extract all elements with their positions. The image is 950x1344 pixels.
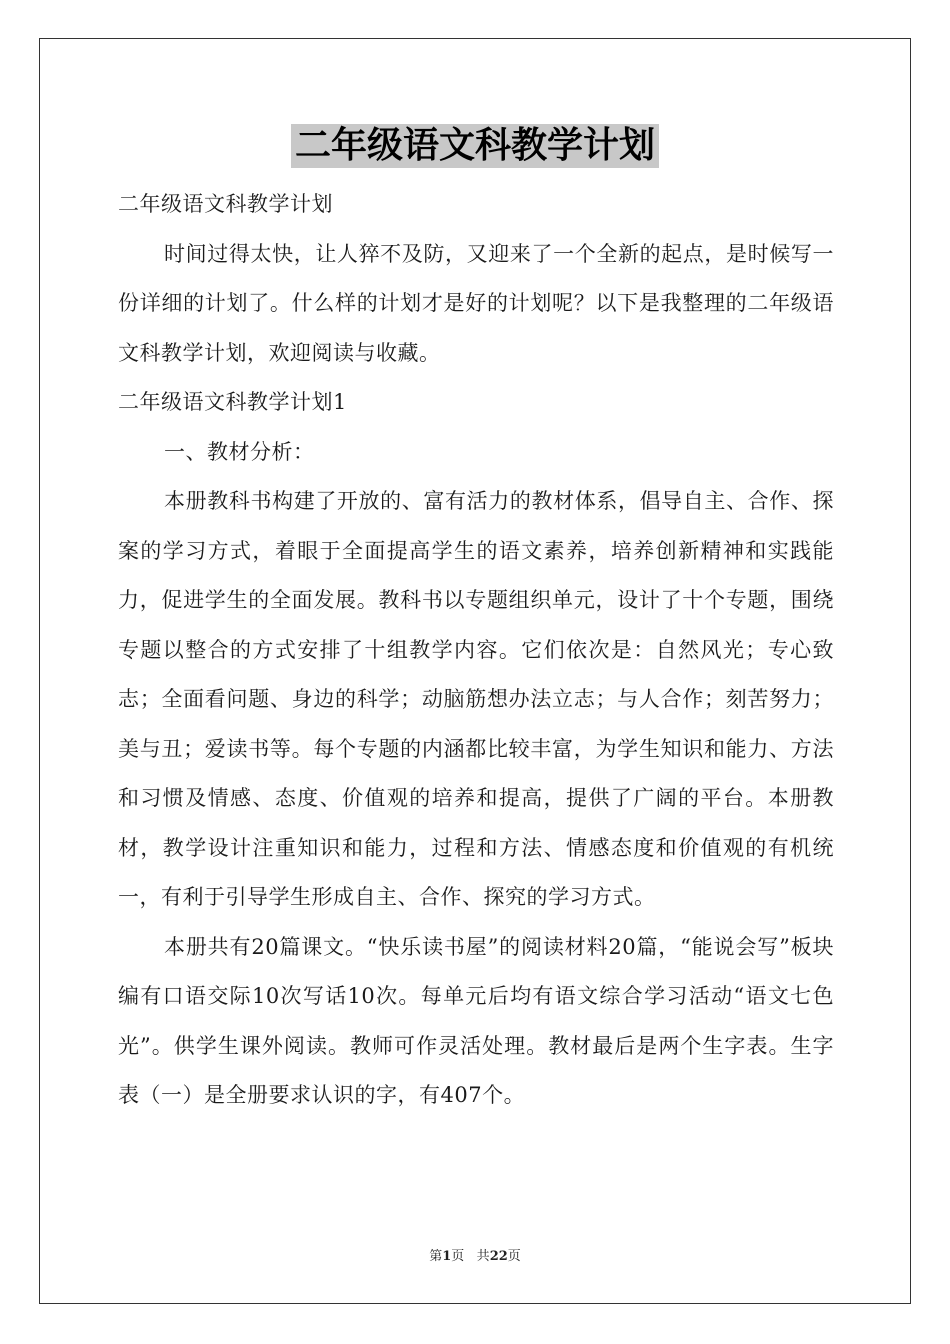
paragraph-analysis: 本册教科书构建了开放的、富有活力的教材体系，倡导自主、合作、探案的学习方式，着眼于全面提高学生的语文素养，培养创新精神和实践能力，促进学生的全面发展。教科书以专题组织单元，设计了十个专题，围绕专题以整合的方式安排了十组教学内容。它们依次是：自然风光；专心致志；全面看问题、身边的科学；动脑筋想办法立志；与人合作；刻苦努力；美与丑；爱读书等。每个专题的内涵都比较丰富，为学生知识和能力、方法和习惯及情感、态度、价值观的培养和提高，提供了广阔的平台。本册教材，教学设计注重知识和能力，过程和方法、情感态度和价值观的有机统一，有利于引导学生形成自主、合作、探究的学习方式。 bbox=[118, 489, 834, 909]
document-body bbox=[118, 180, 834, 1121]
page-unit: 页 bbox=[451, 1249, 465, 1264]
total-prefix: 共 bbox=[476, 1249, 490, 1264]
paragraph-section-title: 二年级语文科教学计划1 bbox=[118, 390, 347, 414]
paragraph-lessons: 本册共有20篇课文。“快乐读书屋”的阅读材料20篇，“能说会写”板块编有口语交际10次写话10次。每单元后均有语文综合学习活动“语文七色光”。供学生课外阅读。教师可作灵活处理。教材最后是两个生字表。生字表（一）是全册要求认识的字，有407个。 bbox=[118, 934, 834, 1107]
paragraph-heading: 二年级语文科教学计划 bbox=[118, 192, 333, 216]
page-current: 1 bbox=[442, 1249, 452, 1264]
paragraph-intro: 时间过得太快，让人猝不及防，又迎来了一个全新的起点，是时候写一份详细的计划了。什么样的计划才是好的计划呢？以下是我整理的二年级语文科教学计划，欢迎阅读与收藏。 bbox=[118, 241, 834, 365]
paragraph-subheading: 一、教材分析： bbox=[164, 439, 315, 464]
total-unit: 页 bbox=[507, 1249, 521, 1264]
document-title: 二年级语文科教学计划 bbox=[291, 124, 659, 168]
page-footer bbox=[0, 1245, 950, 1264]
title-container bbox=[0, 124, 950, 168]
page-prefix: 第 bbox=[429, 1249, 443, 1264]
page-total: 22 bbox=[489, 1249, 508, 1264]
